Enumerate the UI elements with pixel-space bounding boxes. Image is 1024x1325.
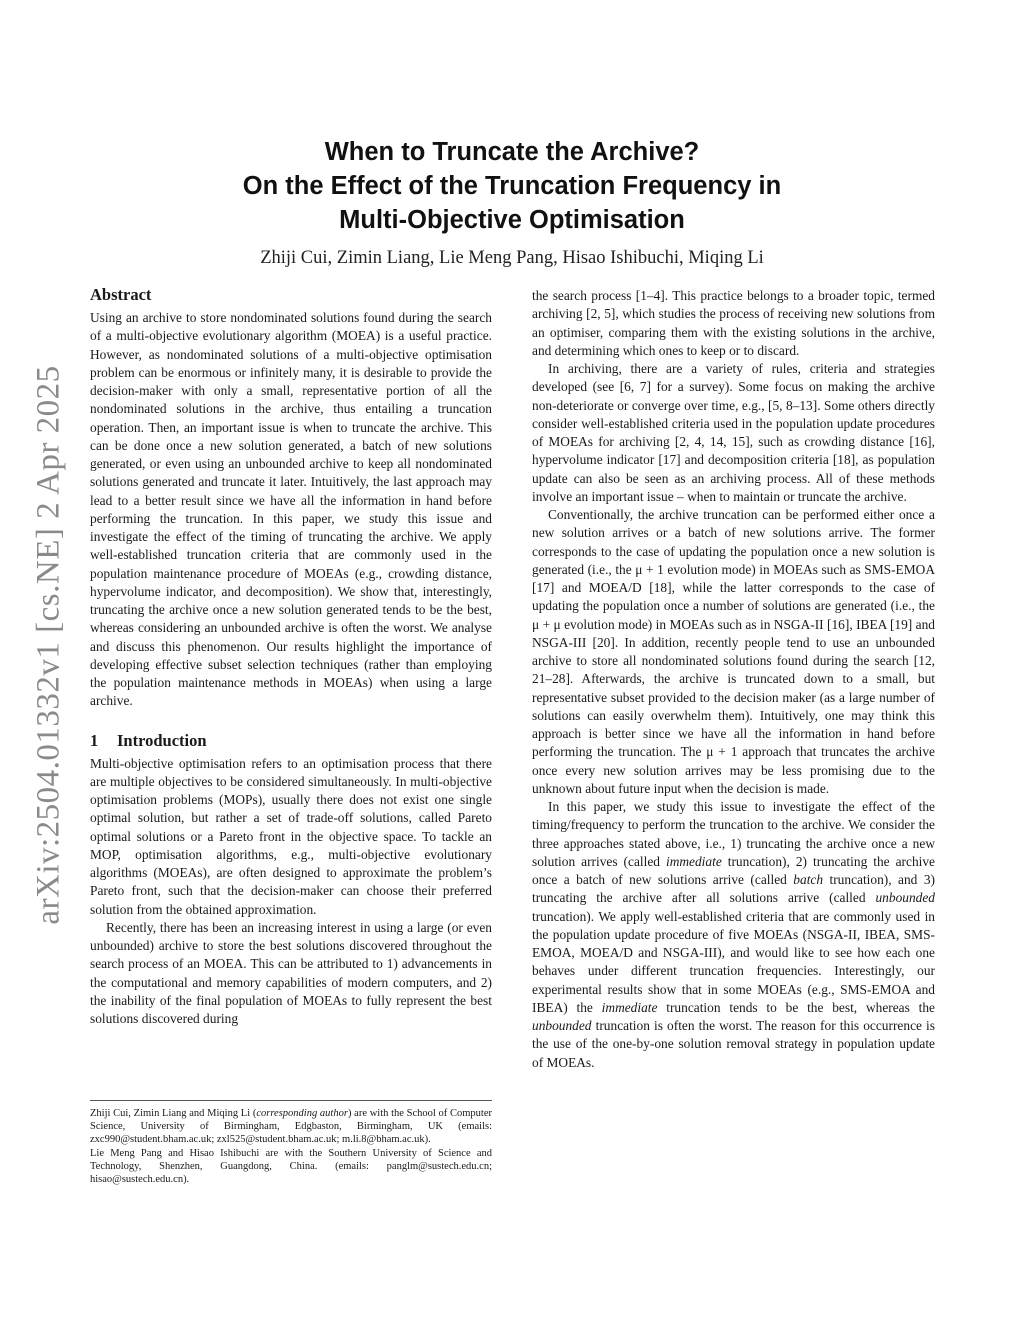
title-line-1: When to Truncate the Archive? [324, 138, 700, 166]
footnote-affiliation-2: Lie Meng Pang and Hisao Ishibuchi are with the Southern University of Science and Technology, Shenzhen, Guangdong, China. (emails: panglm@sustech.edu.cn; hisao@sustech.edu.cn). [90, 1147, 492, 1186]
intro-paragraph-6: In this paper, we study this issue to investigate the effect of the timing/frequency to perform the truncation to the archive. We consider the three approaches stated above, i.e., 1) truncating the archive once a new solution arrives (called immediate truncation), 2) truncating the archive once a batch of new solutions arrive (called batch truncation), and 3) truncating the archive after all solutions arrive (called unbounded truncation). We apply well-established criteria that are commonly used in the population update procedure of five MOEAs (NSGA-II, IBEA, SMS-EMOA, MOEA/D and NSGA-III), and would like to see how each one behaves under different truncation frequencies. Interestingly, our experimental results show that in some MOEAs (e.g., SMS-EMOA and IBEA) the immediate truncation tends to be the best, whereas the unbounded truncation is often the worst. The reason for this occurrence is the use of the one-by-one solution removal strategy in population update of MOEAs. [532, 799, 935, 1070]
abstract-heading: Abstract [90, 285, 152, 304]
left-column [90, 285, 492, 1028]
section-title: Introduction [117, 730, 207, 750]
abstract-text: Using an archive to store nondominated solutions found during the search of a multi-objective evolutionary algorithm (MOEA) is a useful practice. However, as nondominated solutions of a multi-objective optimisation problem can be enormous or infinitely many, it is desirable to provide the decision-maker with only a small, representative portion of all the nondominated solutions in the archive, thus entailing a truncation operation. Then, an important issue is when to truncate the archive. This can be done once a new solution generated, a batch of new solutions generated, or even using an unbounded archive to keep all nondominated solutions generated and truncate it later. Intuitively, the last approach may lead to a better result since we have all the information in hand before performing the truncation. In this paper, we study this issue and investigate the effect of the timing of truncating the archive. We apply well-established truncation criteria that are commonly used in the population maintenance procedure of MOEAs (e.g., crowding distance, hypervolume indicator, and decomposition). We show that, interestingly, truncating the archive once a new solution generated tends to be the best, whereas considering an unbounded archive is often the worst. We analyse and discuss this phenomenon. Our results highlight the importance of developing effective subset selection techniques (rather than employing the population maintenance methods in MOEAs) when using a large archive. [90, 310, 492, 709]
intro-paragraph-3: the search process [1–4]. This practice belongs to a broader topic, termed archiving [2, 5], which studies the process of receiving new solutions from an optimiser, comparing them with the existing solutions in the archive, and determining which ones to keep or to discard. [532, 288, 935, 358]
right-column [532, 287, 935, 1072]
intro-paragraph-2: Recently, there has been an increasing interest in using a large (or even unbounded) archive to store the best solutions discovered throughout the search process of an MOEA. This can be attributed to 1) advancements in the computational and memory capabilities of modern computers, and 2) the inability of the final population of MOEAs to fully represent the best solutions discovered during [90, 919, 492, 1026]
arxiv-identifier: arXiv:2504.01332v1 [cs.NE] 2 Apr 2025 [30, 365, 67, 925]
intro-paragraph-4: In archiving, there are a variety of rules, criteria and strategies developed (see [6, 7] for a survey). Some focus on making the archive non-deteriorate or converge over time, e.g., [5, 8–13]. Some others directly consider well-established criteria used in the population update procedures of MOEAs for archiving [2, 4, 14, 15], such as crowding distance [16], hypervolume indicator [17] and decomposition criteria [18], as population update can also be seen as an archiving process. All of these methods involve an important issue – when to maintain or truncate the archive. [532, 361, 935, 504]
footnote [90, 1100, 492, 1186]
paper-title [140, 135, 884, 237]
footnote-affiliation-1: Zhiji Cui, Zimin Liang and Miqing Li (corresponding author) are with the School of Computer Science, University of Birmingham, Edgbaston, Birmingham, UK (emails: zxc990@student.bham.ac.uk; zxl525@student.bham.ac.uk; m.li.8@bham.ac.uk). [90, 1108, 492, 1146]
section-number: 1 [90, 730, 99, 750]
author-list: Zhiji Cui, Zimin Liang, Lie Meng Pang, Hisao Ishibuchi, Miqing Li [260, 248, 764, 268]
arxiv-sidebar [14, 360, 84, 930]
intro-paragraph-5: Conventionally, the archive truncation can be performed either once a new solution arrives or a batch of new solutions arrive. The former corresponds to the case of updating the population once a new solution is generated (i.e., the μ + 1 evolution mode) in MOEAs such as SMS-EMOA [17] and MOEA/D [18], while the latter corresponds to the case of updating the population once a number of solutions are generated (i.e., the μ + μ evolution mode) in MOEAs such as in NSGA-II [16], IBEA [19] and NSGA-III [20]. In addition, recently people tend to use an unbounded archive to store all nondominated solutions found during the search [12, 21–28]. Afterwards, the archive is truncated down to a small, but representative subset provided to the decision maker (as a large number of solutions can easily overwhelm them). Intuitively, one may think this approach is better since we have all the information in hand before performing the truncation. The μ + 1 approach that truncates the archive once every new solution arrives may be less promising due to the unknown about future input when the decision is made. [532, 507, 935, 796]
title-line-3: Multi-Objective Optimisation [339, 206, 685, 234]
title-line-2: On the Effect of the Truncation Frequency in [242, 172, 782, 200]
intro-paragraph-1: Multi-objective optimisation refers to an optimisation process that there are multiple objectives to be considered simultaneously. In multi-objective optimisation problems (MOPs), usually there does not exist one single optimal solution, but rather a set of trade-off solutions, called Pareto optimal solutions or a Pareto front in the objective space. To tackle an MOP, optimisation algorithms, e.g., multi-objective evolutionary algorithms (MOEAs), are often designed to approximate the problem’s Pareto front, such that the decision-maker can choose their preferred solution from the obtained approximation. [90, 755, 492, 917]
introduction-heading [90, 731, 492, 751]
